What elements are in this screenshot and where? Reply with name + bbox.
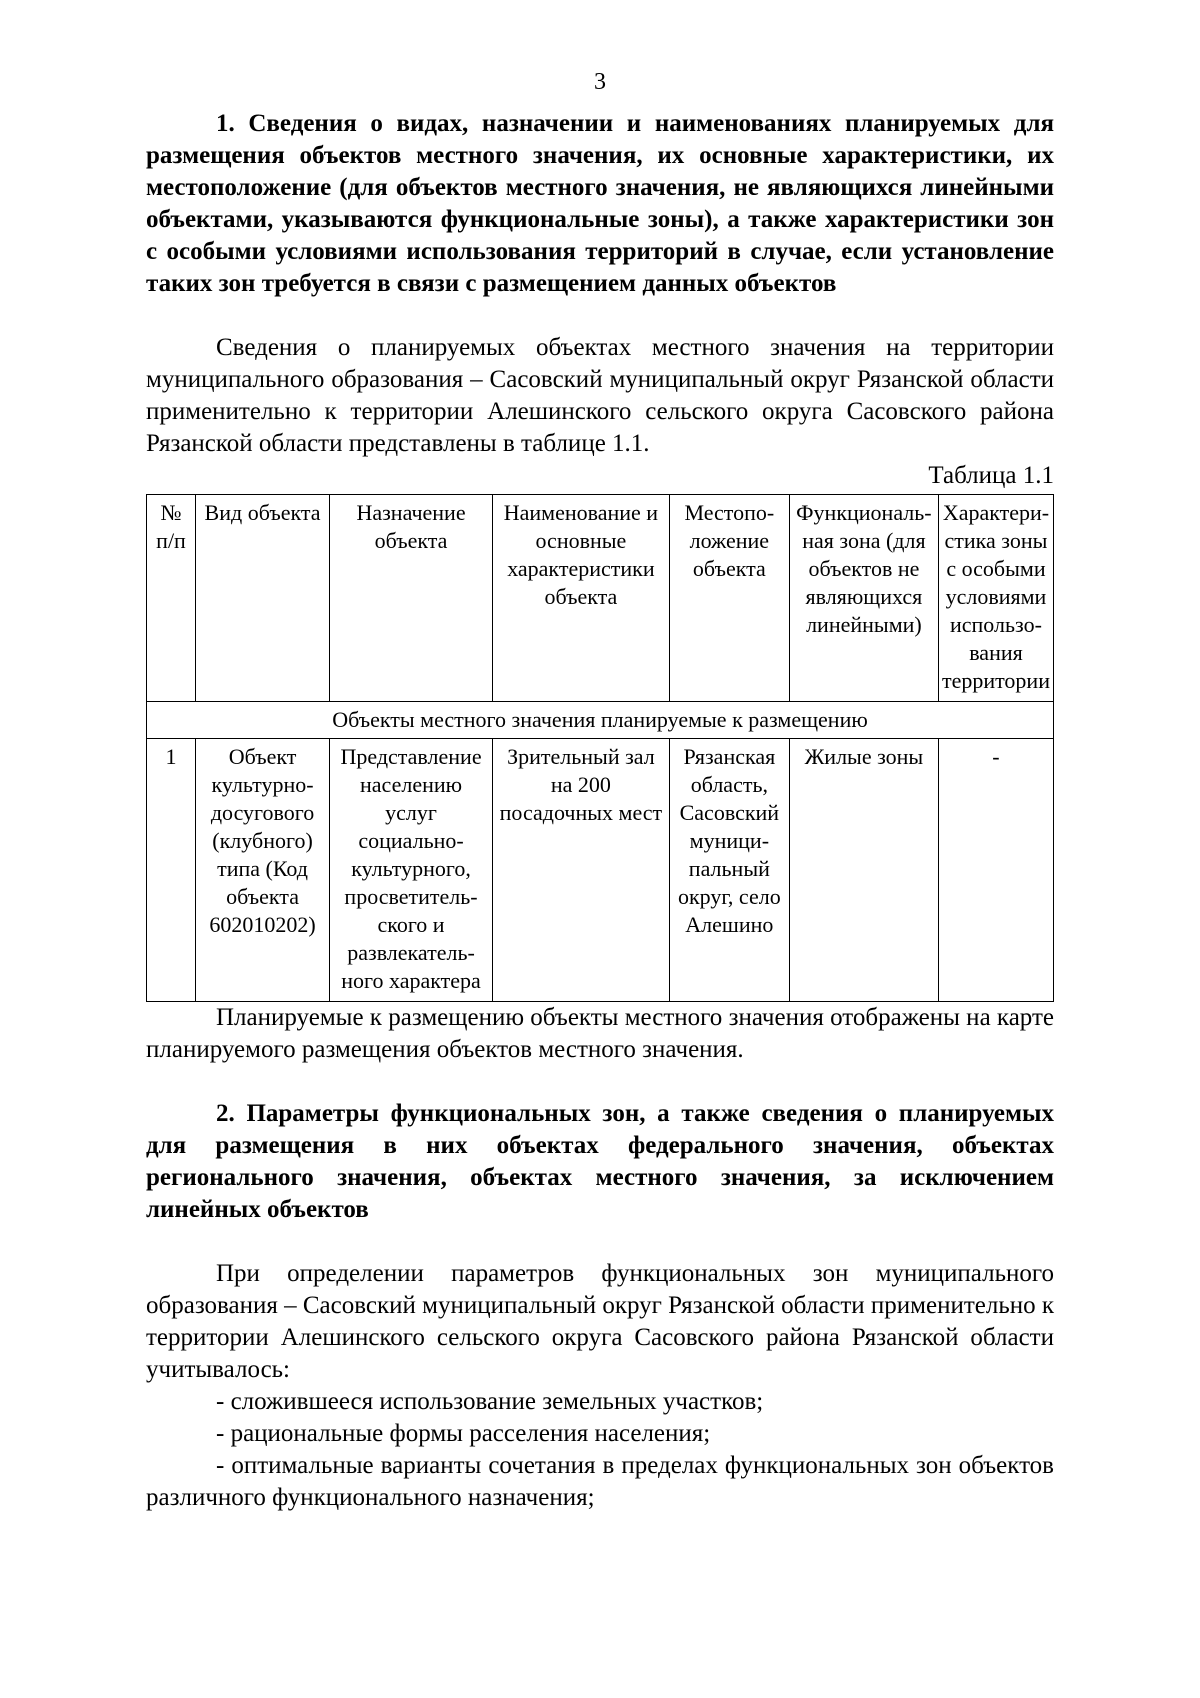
table-caption: Таблица 1.1 xyxy=(928,462,1054,489)
cell-purpose: Представление населению услуг социально-культурного, просветитель-ского и развлекатель-ного характера xyxy=(330,739,493,1002)
page-number: 3 xyxy=(594,69,606,95)
objects-table xyxy=(146,494,1054,1002)
cell-location: Рязанская область, Сасовский муници-пальный округ, село Алешино xyxy=(669,739,789,1002)
cell-name: Зрительный зал на 200 посадочных мест xyxy=(492,739,669,1002)
header-num: № п/п xyxy=(147,495,196,702)
header-name: Наименование и основные характеристики объекта xyxy=(492,495,669,702)
header-location: Местопо-ложение объекта xyxy=(669,495,789,702)
cell-num: 1 xyxy=(147,739,196,1002)
list-item: - оптимальные варианты сочетания в пределах функциональных зон объектов различного функционального назначения; xyxy=(146,1452,1054,1511)
header-type: Вид объекта xyxy=(196,495,330,702)
table-row xyxy=(147,739,1054,1002)
section-1-heading: 1. Сведения о видах, назначении и наименованиях планируемых для размещения объектов местного значения, их основные характеристики, их местоположение (для объектов местного значения, не являющихся линейными объектами, указываются функциональные зоны), а также характеристики зон с особыми условиями использования территорий в случае, если установление таких зон требуется в связи с размещением данных объектов xyxy=(146,110,1054,297)
section-2-heading: 2. Параметры функциональных зон, а также сведения о планируемых для размещения в них объектах федерального значения, объектах регионального значения, объектах местного значения, за исключением линейных объектов xyxy=(146,1100,1054,1223)
header-purpose: Назначение объекта xyxy=(330,495,493,702)
table-header-row xyxy=(147,495,1054,702)
list-item: - рациональные формы расселения населения; xyxy=(216,1420,711,1447)
header-special-zone: Характери-стика зоны с особыми условиями использо-вания территории xyxy=(938,495,1053,702)
section-1-intro: Сведения о планируемых объектах местного значения на территории муниципального образования – Сасовский муниципальный округ Рязанской области применительно к территории Алешинского сельского округа Сасовского района Рязанской области представлены в таблице 1.1. xyxy=(146,334,1054,457)
cell-type: Объект культурно-досугового (клубного) типа (Код объекта 602010202) xyxy=(196,739,330,1002)
group-title: Объекты местного значения планируемые к размещению xyxy=(147,702,1054,739)
list-item: - сложившееся использование земельных участков; xyxy=(216,1388,764,1415)
after-table-text: Планируемые к размещению объекты местного значения отображены на карте планируемого размещения объектов местного значения. xyxy=(146,1004,1054,1063)
cell-zone: Жилые зоны xyxy=(789,739,938,1002)
header-zone: Функциональ-ная зона (для объектов не являющихся линейными) xyxy=(789,495,938,702)
cell-special-zone: - xyxy=(938,739,1053,1002)
table-group-row xyxy=(147,702,1054,739)
section-2-intro: При определении параметров функциональных зон муниципального образования – Сасовский муниципальный округ Рязанской области применительно к территории Алешинского сельского округа Сасовского района Рязанской области учитывалось: xyxy=(146,1260,1055,1383)
